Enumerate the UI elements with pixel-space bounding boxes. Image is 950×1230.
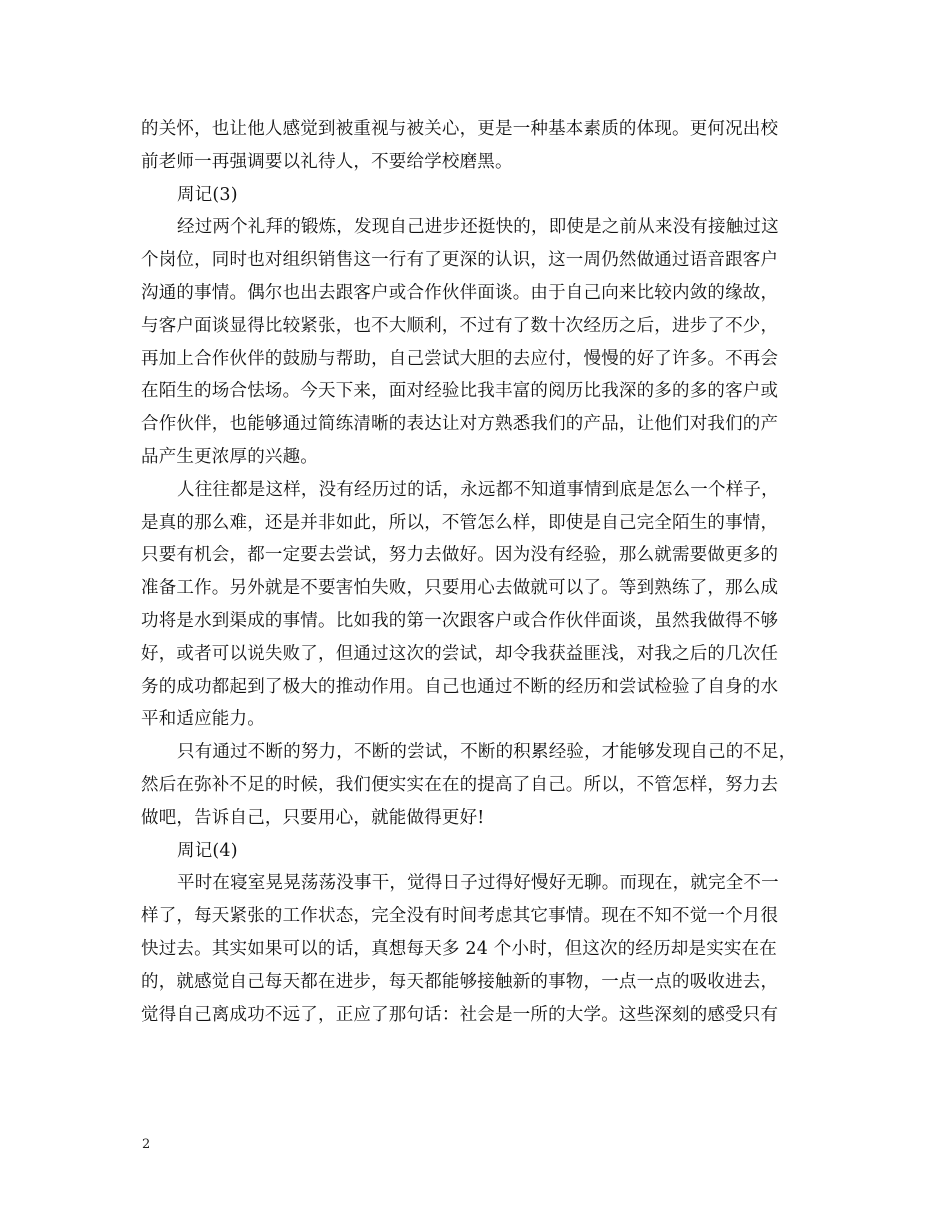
text-line: 功将是水到渠成的事情。比如我的第一次跟客户或合作伙伴面谈，虽然我做得不够	[141, 610, 779, 631]
text-line: 样了，每天紧张的工作状态，完全没有时间考虑其它事情。现在不知不觉一个月很	[141, 906, 779, 927]
text-line: 个岗位，同时也对组织销售这一行有了更深的认识，这一周仍然做通过语音跟客户	[141, 250, 779, 271]
section-heading: 周记(3)	[177, 184, 238, 205]
text-line: 平和适应能力。	[141, 709, 265, 730]
text-line: 与客户面谈显得比较紧张，也不大顺利，不过有了数十次经历之后，进步了不少，	[141, 315, 779, 336]
text-line: 只要有机会，都一定要去尝试，努力去做好。因为没有经验，那么就需要做更多的	[141, 545, 779, 566]
text-line: 前老师一再强调要以礼待人，不要给学校磨黑。	[141, 151, 513, 172]
text-line: 做吧，告诉自己，只要用心，就能做得更好!	[141, 807, 485, 828]
text-line: 快过去。其实如果可以的话，真想每天多 24 个小时，但这次的经历却是实实在在	[141, 938, 777, 959]
text-line: 的关怀，也让他人感觉到被重视与被关心，更是一种基本素质的体现。更何况出校	[141, 119, 779, 139]
text-line: 经过两个礼拜的锻炼，发现自己进步还挺快的，即使是之前从来没有接触过这	[177, 217, 779, 238]
text-line: 务的成功都起到了极大的推动作用。自己也通过不断的经历和尝试检验了自身的水	[141, 676, 779, 697]
text-line: 沟通的事情。偶尔也出去跟客户或合作伙伴面谈。由于自己向来比较内敛的缘故，	[141, 282, 779, 303]
text-line: 再加上合作伙伴的鼓励与帮助，自己尝试大胆的去应付，慢慢的好了许多。不再会	[141, 348, 779, 369]
text-line: 合作伙伴，也能够通过简练清晰的表达让对方熟悉我们的产品，让他们对我们的产	[141, 414, 779, 435]
text-line: 品产生更浓厚的兴趣。	[141, 446, 318, 467]
text-line: 觉得自己离成功不远了，正应了那句话：社会是一所的大学。这些深刻的感受只有	[141, 1004, 779, 1025]
text-line: 的，就感觉自己每天都在进步，每天都能够接触新的事物，一点一点的吸收进去，	[141, 971, 779, 992]
text-line: 然后在弥补不足的时候，我们便实实在在的提高了自己。所以，不管怎样，努力去	[141, 774, 779, 795]
text-line: 人往往都是这样，没有经历过的话，永远都不知道事情到底是怎么一个样子，	[177, 479, 779, 500]
body-text	[141, 113, 831, 1031]
text-line: 只有通过不断的努力，不断的尝试，不断的积累经验，才能够发现自己的不足，	[177, 742, 797, 763]
text-line: 是真的那么难，还是并非如此，所以，不管怎么样，即使是自己完全陌生的事情，	[141, 512, 779, 533]
text-line: 好，或者可以说失败了，但通过这次的尝试，却令我获益匪浅，对我之后的几次任	[141, 643, 779, 664]
page-number: 2	[142, 1137, 151, 1152]
text-line: 在陌生的场合怯场。今天下来，面对经验比我丰富的阅历比我深的多的多的客户或	[141, 381, 779, 402]
text-line: 准备工作。另外就是不要害怕失败，只要用心去做就可以了。等到熟练了，那么成	[141, 578, 779, 599]
section-heading: 周记(4)	[177, 840, 238, 861]
text-line: 平时在寝室晃晃荡荡没事干，觉得日子过得好慢好无聊。而现在，就完全不一	[177, 873, 779, 894]
